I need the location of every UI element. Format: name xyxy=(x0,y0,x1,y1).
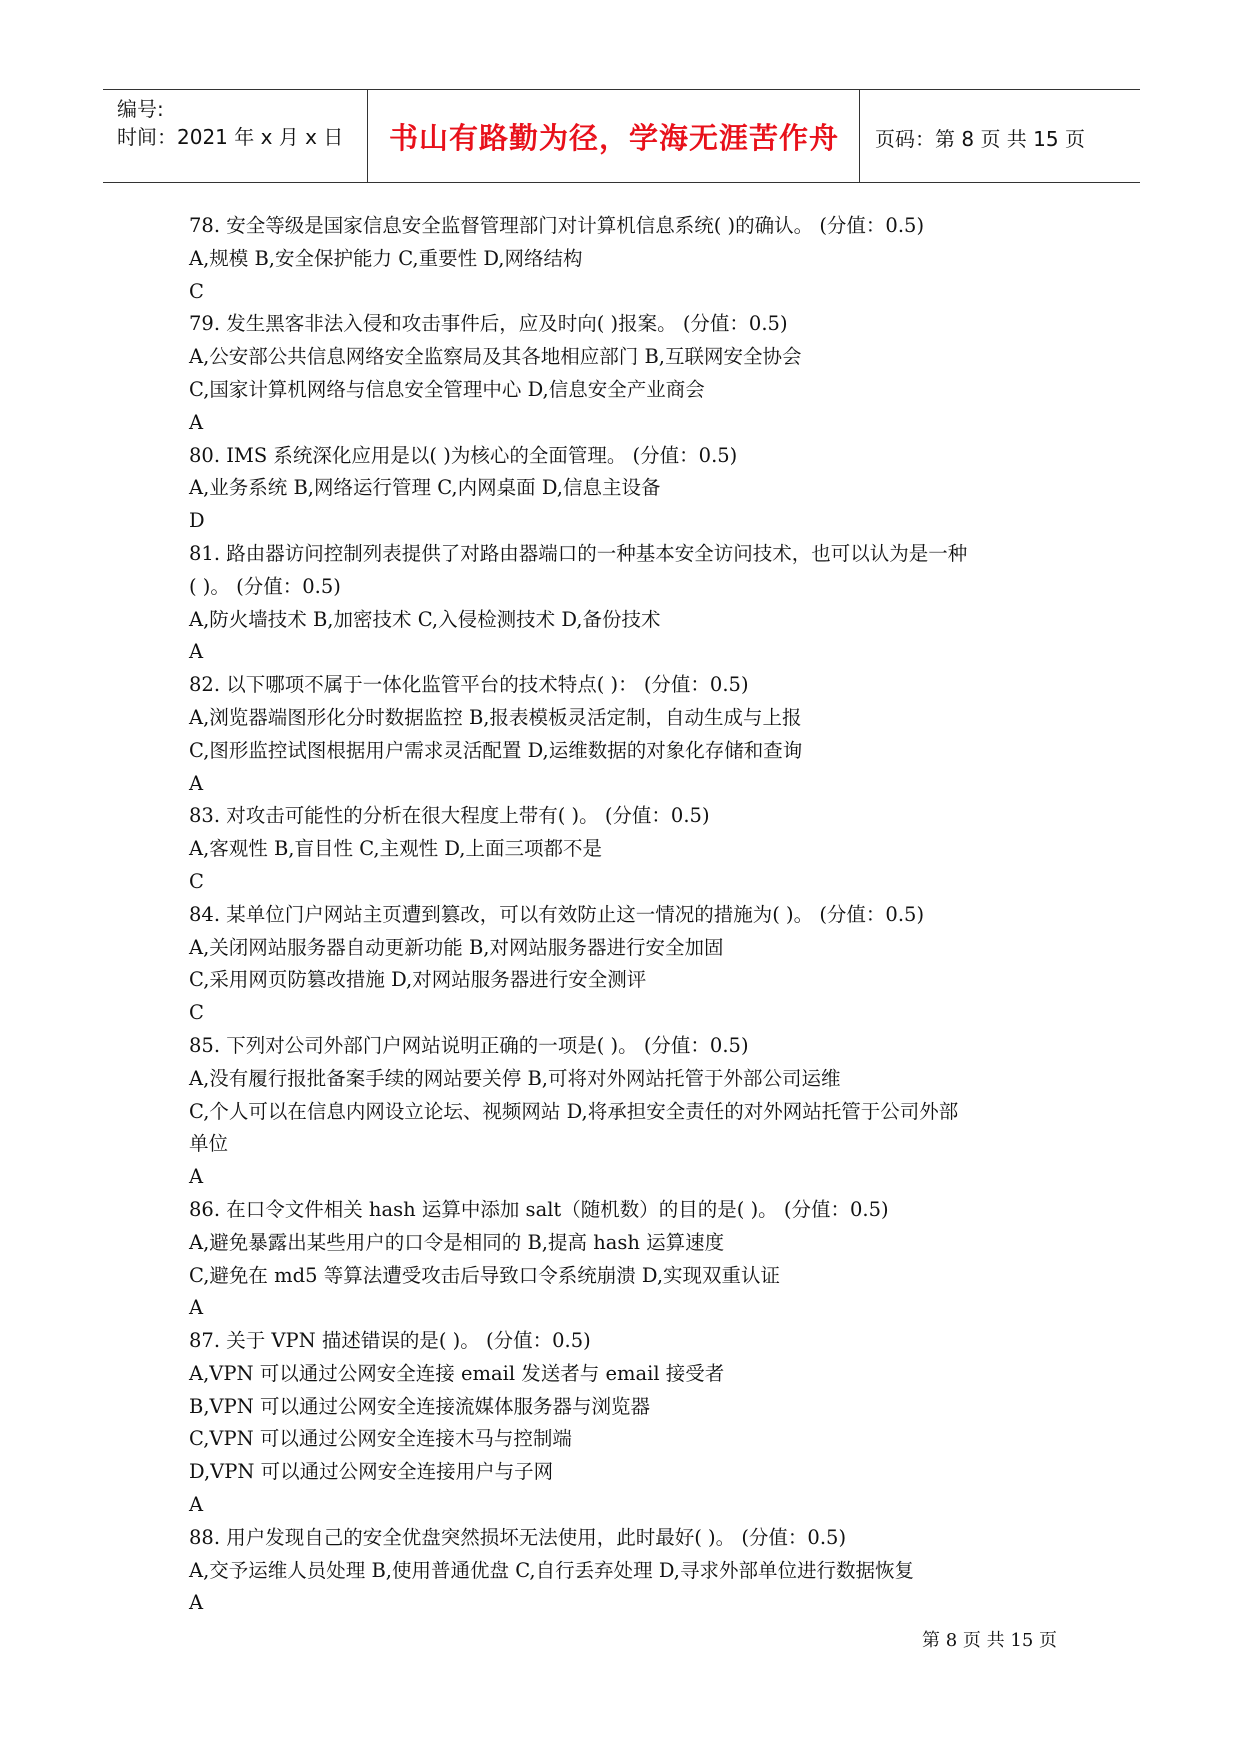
page-footer: 第 8 页 共 15 页 xyxy=(922,1630,1057,1651)
question-line: A xyxy=(189,640,204,664)
question-line: C,采用网页防篡改措施 D,对网站服务器进行安全测评 xyxy=(189,968,647,992)
date-label: 时间：2021 年 x 月 x 日 xyxy=(117,125,344,149)
question-line: A,规模 B,安全保护能力 C,重要性 D,网络结构 xyxy=(189,246,583,270)
question-line: C,避免在 md5 等算法遭受攻击后导致口令系统崩溃 D,实现双重认证 xyxy=(189,1263,781,1287)
question-line: ( )。 (分值：0.5) xyxy=(189,574,341,598)
question-line: A xyxy=(189,1296,204,1320)
question-line: A xyxy=(189,1591,204,1615)
question-line: C xyxy=(189,1001,204,1025)
question-line: 80. IMS 系统深化应用是以( )为核心的全面管理。 (分值：0.5) xyxy=(189,443,738,467)
question-line: C,图形监控试图根据用户需求灵活配置 D,运维数据的对象化存储和查询 xyxy=(189,738,803,762)
number-label: 编号: xyxy=(117,97,164,121)
question-line: 87. 关于 VPN 描述错误的是( )。 (分值：0.5) xyxy=(189,1329,591,1353)
question-line: A,业务系统 B,网络运行管理 C,内网桌面 D,信息主设备 xyxy=(189,476,661,500)
question-line: 84. 某单位门户网站主页遭到篡改，可以有效防止这一情况的措施为( )。 (分值：0.5) xyxy=(189,902,925,926)
question-line: 81. 路由器访问控制列表提供了对路由器端口的一种基本安全访问技术，也可以认为是一种 xyxy=(189,541,968,565)
question-line: A,交予运维人员处理 B,使用普通优盘 C,自行丢弃处理 D,寻求外部单位进行数据恢复 xyxy=(189,1558,914,1582)
question-line: 88. 用户发现自己的安全优盘突然损坏无法使用，此时最好( )。 (分值：0.5) xyxy=(189,1525,847,1549)
question-line: C xyxy=(189,869,204,893)
question-line: A,没有履行报批备案手续的网站要关停 B,可将对外网站托管于外部公司运维 xyxy=(189,1066,841,1090)
question-line: C xyxy=(189,279,204,303)
header-page-cell xyxy=(861,90,1140,182)
header-motto-cell xyxy=(369,90,860,182)
question-line: A,公安部公共信息网络安全监察局及其各地相应部门 B,互联网安全协会 xyxy=(189,345,802,369)
question-line: A,VPN 可以通过公网安全连接 email 发送者与 email 接受者 xyxy=(189,1361,725,1385)
question-line: A,关闭网站服务器自动更新功能 B,对网站服务器进行安全加固 xyxy=(189,935,724,959)
question-line: 85. 下列对公司外部门户网站说明正确的一项是( )。 (分值：0.5) xyxy=(189,1033,749,1057)
question-line: C,VPN 可以通过公网安全连接木马与控制端 xyxy=(189,1427,572,1451)
question-line: D,VPN 可以通过公网安全连接用户与子网 xyxy=(189,1460,554,1484)
question-line: 82. 以下哪项不属于一体化监管平台的技术特点( )： (分值：0.5) xyxy=(189,673,749,697)
page-number-label: 页码：第 8 页 共 15 页 xyxy=(875,127,1085,151)
question-line: A xyxy=(189,1165,204,1189)
question-line: 86. 在口令文件相关 hash 运算中添加 salt（随机数）的目的是( )。 (分值：0.5) xyxy=(189,1197,889,1221)
question-line: C,个人可以在信息内网设立论坛、视频网站 D,将承担安全责任的对外网站托管于公司外部 xyxy=(189,1099,959,1123)
question-line: A xyxy=(189,410,204,434)
question-line: B,VPN 可以通过公网安全连接流媒体服务器与浏览器 xyxy=(189,1394,650,1418)
question-line: A,浏览器端图形化分时数据监控 B,报表模板灵活定制，自动生成与上报 xyxy=(189,705,802,729)
page-header xyxy=(103,89,1140,183)
question-line: 83. 对攻击可能性的分析在很大程度上带有( )。 (分值：0.5) xyxy=(189,804,710,828)
question-line: C,国家计算机网络与信息安全管理中心 D,信息安全产业商会 xyxy=(189,377,705,401)
question-line: A xyxy=(189,1493,204,1517)
question-line: A,避免暴露出某些用户的口令是相同的 B,提高 hash 运算速度 xyxy=(189,1230,725,1254)
question-line: 78. 安全等级是国家信息安全监督管理部门对计算机信息系统( )的确认。 (分值：0.5) xyxy=(189,214,925,237)
question-line: 79. 发生黑客非法入侵和攻击事件后，应及时向( )报案。 (分值：0.5) xyxy=(189,312,788,336)
question-line: D xyxy=(189,509,205,533)
question-line: A xyxy=(189,771,204,795)
question-list xyxy=(189,210,1069,1620)
question-line: A,客观性 B,盲目性 C,主观性 D,上面三项都不是 xyxy=(189,837,602,861)
header-info-cell xyxy=(103,90,368,182)
question-line: 单位 xyxy=(189,1132,229,1156)
motto-text: 书山有路勤为径，学海无涯苦作舟 xyxy=(388,121,839,155)
question-line: A,防火墙技术 B,加密技术 C,入侵检测技术 D,备份技术 xyxy=(189,607,661,631)
